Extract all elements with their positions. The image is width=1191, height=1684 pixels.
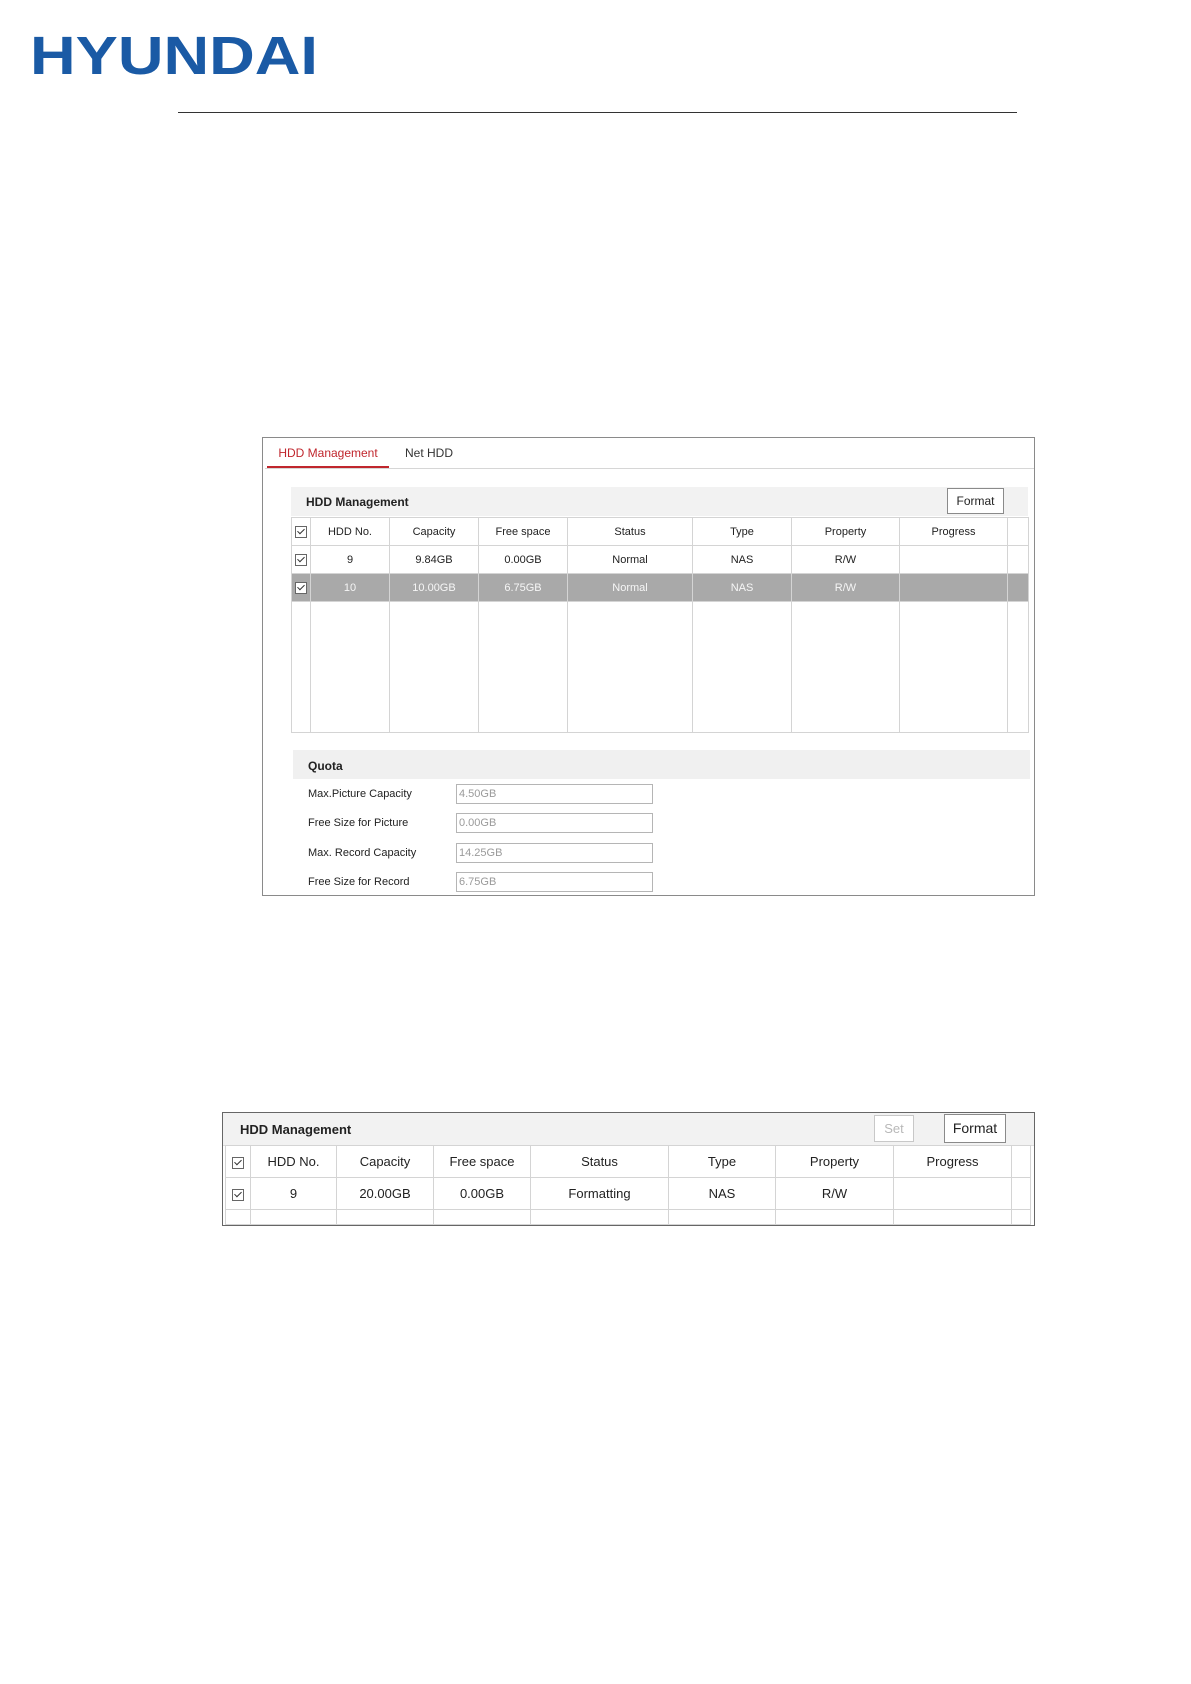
table-cell: NAS — [669, 1178, 776, 1210]
table-cell: R/W — [792, 574, 900, 602]
table-cell: Normal — [568, 574, 693, 602]
column-header: HDD No. — [311, 518, 390, 546]
panel-title: HDD Management — [306, 495, 409, 509]
table-cell: NAS — [693, 546, 792, 574]
scrollbar-gutter — [1008, 574, 1029, 602]
column-header: Capacity — [390, 518, 479, 546]
hdd-panel-header — [291, 487, 1028, 516]
table-cell: 0.00GB — [434, 1178, 531, 1210]
column-header: Free space — [434, 1146, 531, 1178]
table-row[interactable] — [226, 1178, 1031, 1210]
scrollbar-gutter — [1008, 546, 1029, 574]
empty-row — [226, 1210, 1031, 1225]
quota-label: Max. Record Capacity — [308, 847, 417, 859]
table-cell: 9.84GB — [390, 546, 479, 574]
table-cell: 10.00GB — [390, 574, 479, 602]
table-cell: 9 — [251, 1178, 337, 1210]
row-checkbox-cell[interactable] — [226, 1178, 251, 1210]
row-checkbox-cell[interactable] — [292, 574, 311, 602]
hdd-table — [291, 517, 1029, 733]
scrollbar-gutter — [1008, 518, 1029, 546]
table-header-row — [226, 1146, 1031, 1178]
table-cell: R/W — [792, 546, 900, 574]
format-button[interactable]: Format — [947, 488, 1004, 514]
table-cell: Normal — [568, 546, 693, 574]
table-cell — [894, 1178, 1012, 1210]
column-header: Property — [776, 1146, 894, 1178]
column-header: Property — [792, 518, 900, 546]
quota-label: Free Size for Picture — [308, 817, 409, 829]
table-cell: 10 — [311, 574, 390, 602]
select-all-cell[interactable] — [292, 518, 311, 546]
quota-label: Max.Picture Capacity — [308, 788, 412, 800]
row-checkbox-cell[interactable] — [292, 546, 311, 574]
logo-text: HYUNDAI — [30, 30, 318, 82]
table-row[interactable] — [292, 546, 1029, 574]
table-cell: 9 — [311, 546, 390, 574]
table-cell — [900, 574, 1008, 602]
table-row-selected[interactable] — [292, 574, 1029, 602]
panel-title: HDD Management — [240, 1122, 352, 1137]
hdd-table — [225, 1145, 1031, 1225]
hdd-formatting-screenshot — [222, 1112, 1035, 1226]
select-all-checkbox[interactable] — [232, 1157, 244, 1169]
table-cell: 0.00GB — [479, 546, 568, 574]
hyundai-logo — [30, 30, 320, 82]
column-header: Status — [531, 1146, 669, 1178]
set-button[interactable]: Set — [874, 1115, 914, 1142]
column-header: Free space — [479, 518, 568, 546]
select-all-checkbox[interactable] — [295, 526, 307, 538]
quota-title: Quota — [308, 759, 343, 773]
table-cell: R/W — [776, 1178, 894, 1210]
tab-net-hdd[interactable]: Net HDD — [405, 446, 454, 460]
table-cell: NAS — [693, 574, 792, 602]
column-header: Capacity — [337, 1146, 434, 1178]
quota-section-header — [293, 750, 1030, 779]
tab-hdd-management[interactable]: HDD Management — [267, 444, 389, 468]
header-divider — [178, 112, 1017, 113]
row-checkbox[interactable] — [295, 554, 307, 566]
format-button[interactable]: Format — [944, 1114, 1006, 1143]
hdd-management-screenshot — [262, 437, 1035, 896]
table-cell: 6.75GB — [479, 574, 568, 602]
free-size-picture-field[interactable]: 0.00GB — [456, 813, 653, 833]
column-header: Type — [669, 1146, 776, 1178]
row-checkbox[interactable] — [232, 1189, 244, 1201]
tab-bar — [265, 438, 1034, 469]
column-header: HDD No. — [251, 1146, 337, 1178]
table-cell — [900, 546, 1008, 574]
column-header: Type — [693, 518, 792, 546]
row-checkbox[interactable] — [295, 582, 307, 594]
free-size-record-field[interactable]: 6.75GB — [456, 872, 653, 892]
column-header: Progress — [894, 1146, 1012, 1178]
scrollbar-gutter — [1012, 1178, 1031, 1210]
max-record-capacity-field[interactable]: 14.25GB — [456, 843, 653, 863]
max-picture-capacity-field[interactable]: 4.50GB — [456, 784, 653, 804]
column-header: Progress — [900, 518, 1008, 546]
table-cell: Formatting — [531, 1178, 669, 1210]
table-header-row — [292, 518, 1029, 546]
scrollbar-gutter — [1012, 1146, 1031, 1178]
table-cell: 20.00GB — [337, 1178, 434, 1210]
empty-row — [292, 602, 1029, 733]
column-header: Status — [568, 518, 693, 546]
quota-label: Free Size for Record — [308, 876, 410, 888]
select-all-cell[interactable] — [226, 1146, 251, 1178]
